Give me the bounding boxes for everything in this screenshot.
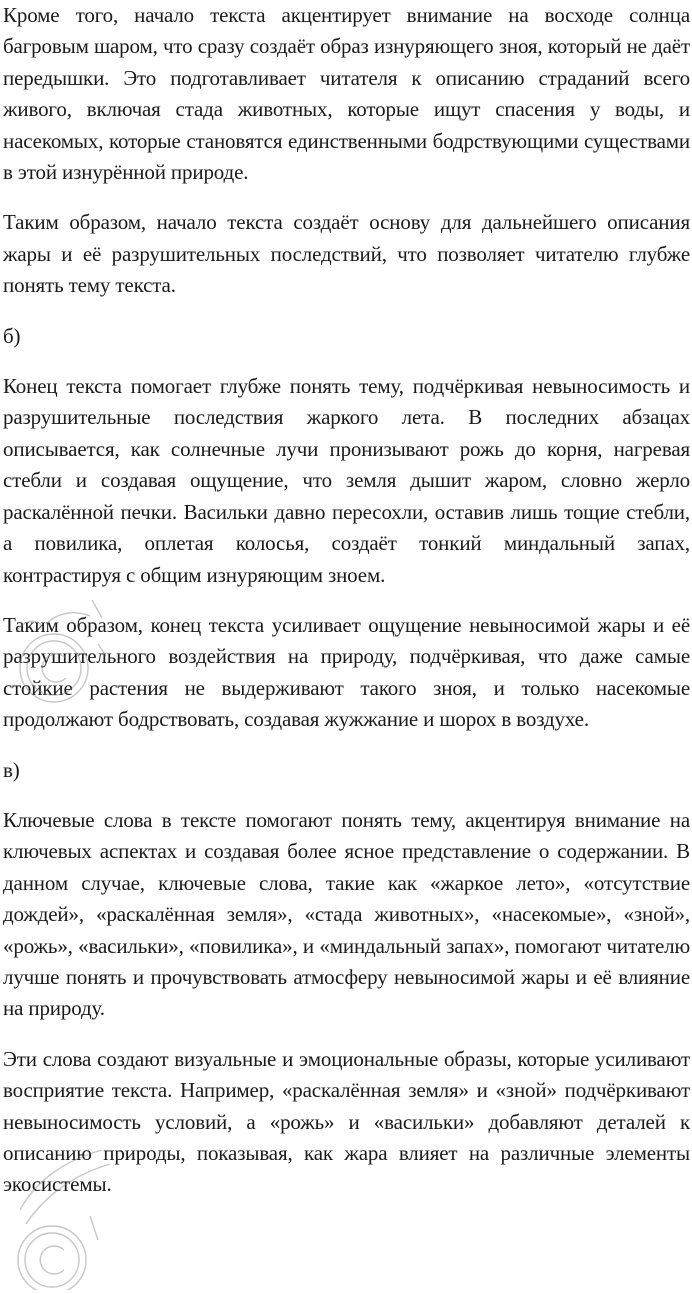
paragraph-keywords-imagery: Эти слова создают визуальные и эмоциональные образы, которые усиливают восприятие текста. Например, «раскалённая земля» и «зной» подчёркивают невыносимость условий, а «рожь» и «васильки» добавляют деталей к описанию природы, показывая, как жара влияет на различные элементы экосистемы. [3,1046,690,1197]
paragraph-ending-description: Конец текста помогает глубже понять тему, подчёркивая невыносимость и разрушительные последствия жаркого лета. В последних абзацах описывается, как солнечные лучи пронизывают рожь до корня, нагревая стебли и создавая ощущение, что земля дышит жаром, словно жерло раскалённой печки. Васильки давно пересохли, оставив лишь тощие стебли, а повилика, оплетая колосья, создаёт тонкий миндальный запах, контрастируя с общим изнуряющим зноем. [3,374,690,587]
section-label-v: в) [3,757,20,782]
paragraph-intro-conclusion: Таким образом, начало текста создаёт основу для дальнейшего описания жары и её разрушительных последствий, что позволяет читателю глубже понять тему текста. [3,210,690,298]
section-label-b: б) [3,323,21,348]
paragraph-intro-emphasis: Кроме того, начало текста акцентирует внимание на восходе солнца багровым шаром, что сразу создаёт образ изнуряющего зноя, который не даёт передышки. Это подготавливает читателя к описанию страданий всего живого, включая стада животных, которые ищут спасения у воды, и насекомых, которые становятся единственными бодрствующими существами в этой изнурённой природе. [3,3,690,185]
paragraph-ending-conclusion: Таким образом, конец текста усиливает ощущение невыносимой жары и её разрушительного воздействия на природу, подчёркивая, что даже самые стойкие растения не выдерживают такого зноя, и только насекомые продолжают бодрствовать, создавая жужжание и шорох в воздухе. [3,612,690,732]
paragraph-keywords: Ключевые слова в тексте помогают понять тему, акцентируя внимание на ключевых аспектах и создавая более ясное представление о содержании. В данном случае, ключевые слова, такие как «жаркое лето», «отсутствие дождей», «раскалённая земля», «стада животных», «насекомые», «зной», «рожь», «васильки», «повилика», и «миндальный запах», помогают читателю лучше понять и прочувствовать атмосферу невыносимой жары и её влияние на природу. [3,807,690,1021]
